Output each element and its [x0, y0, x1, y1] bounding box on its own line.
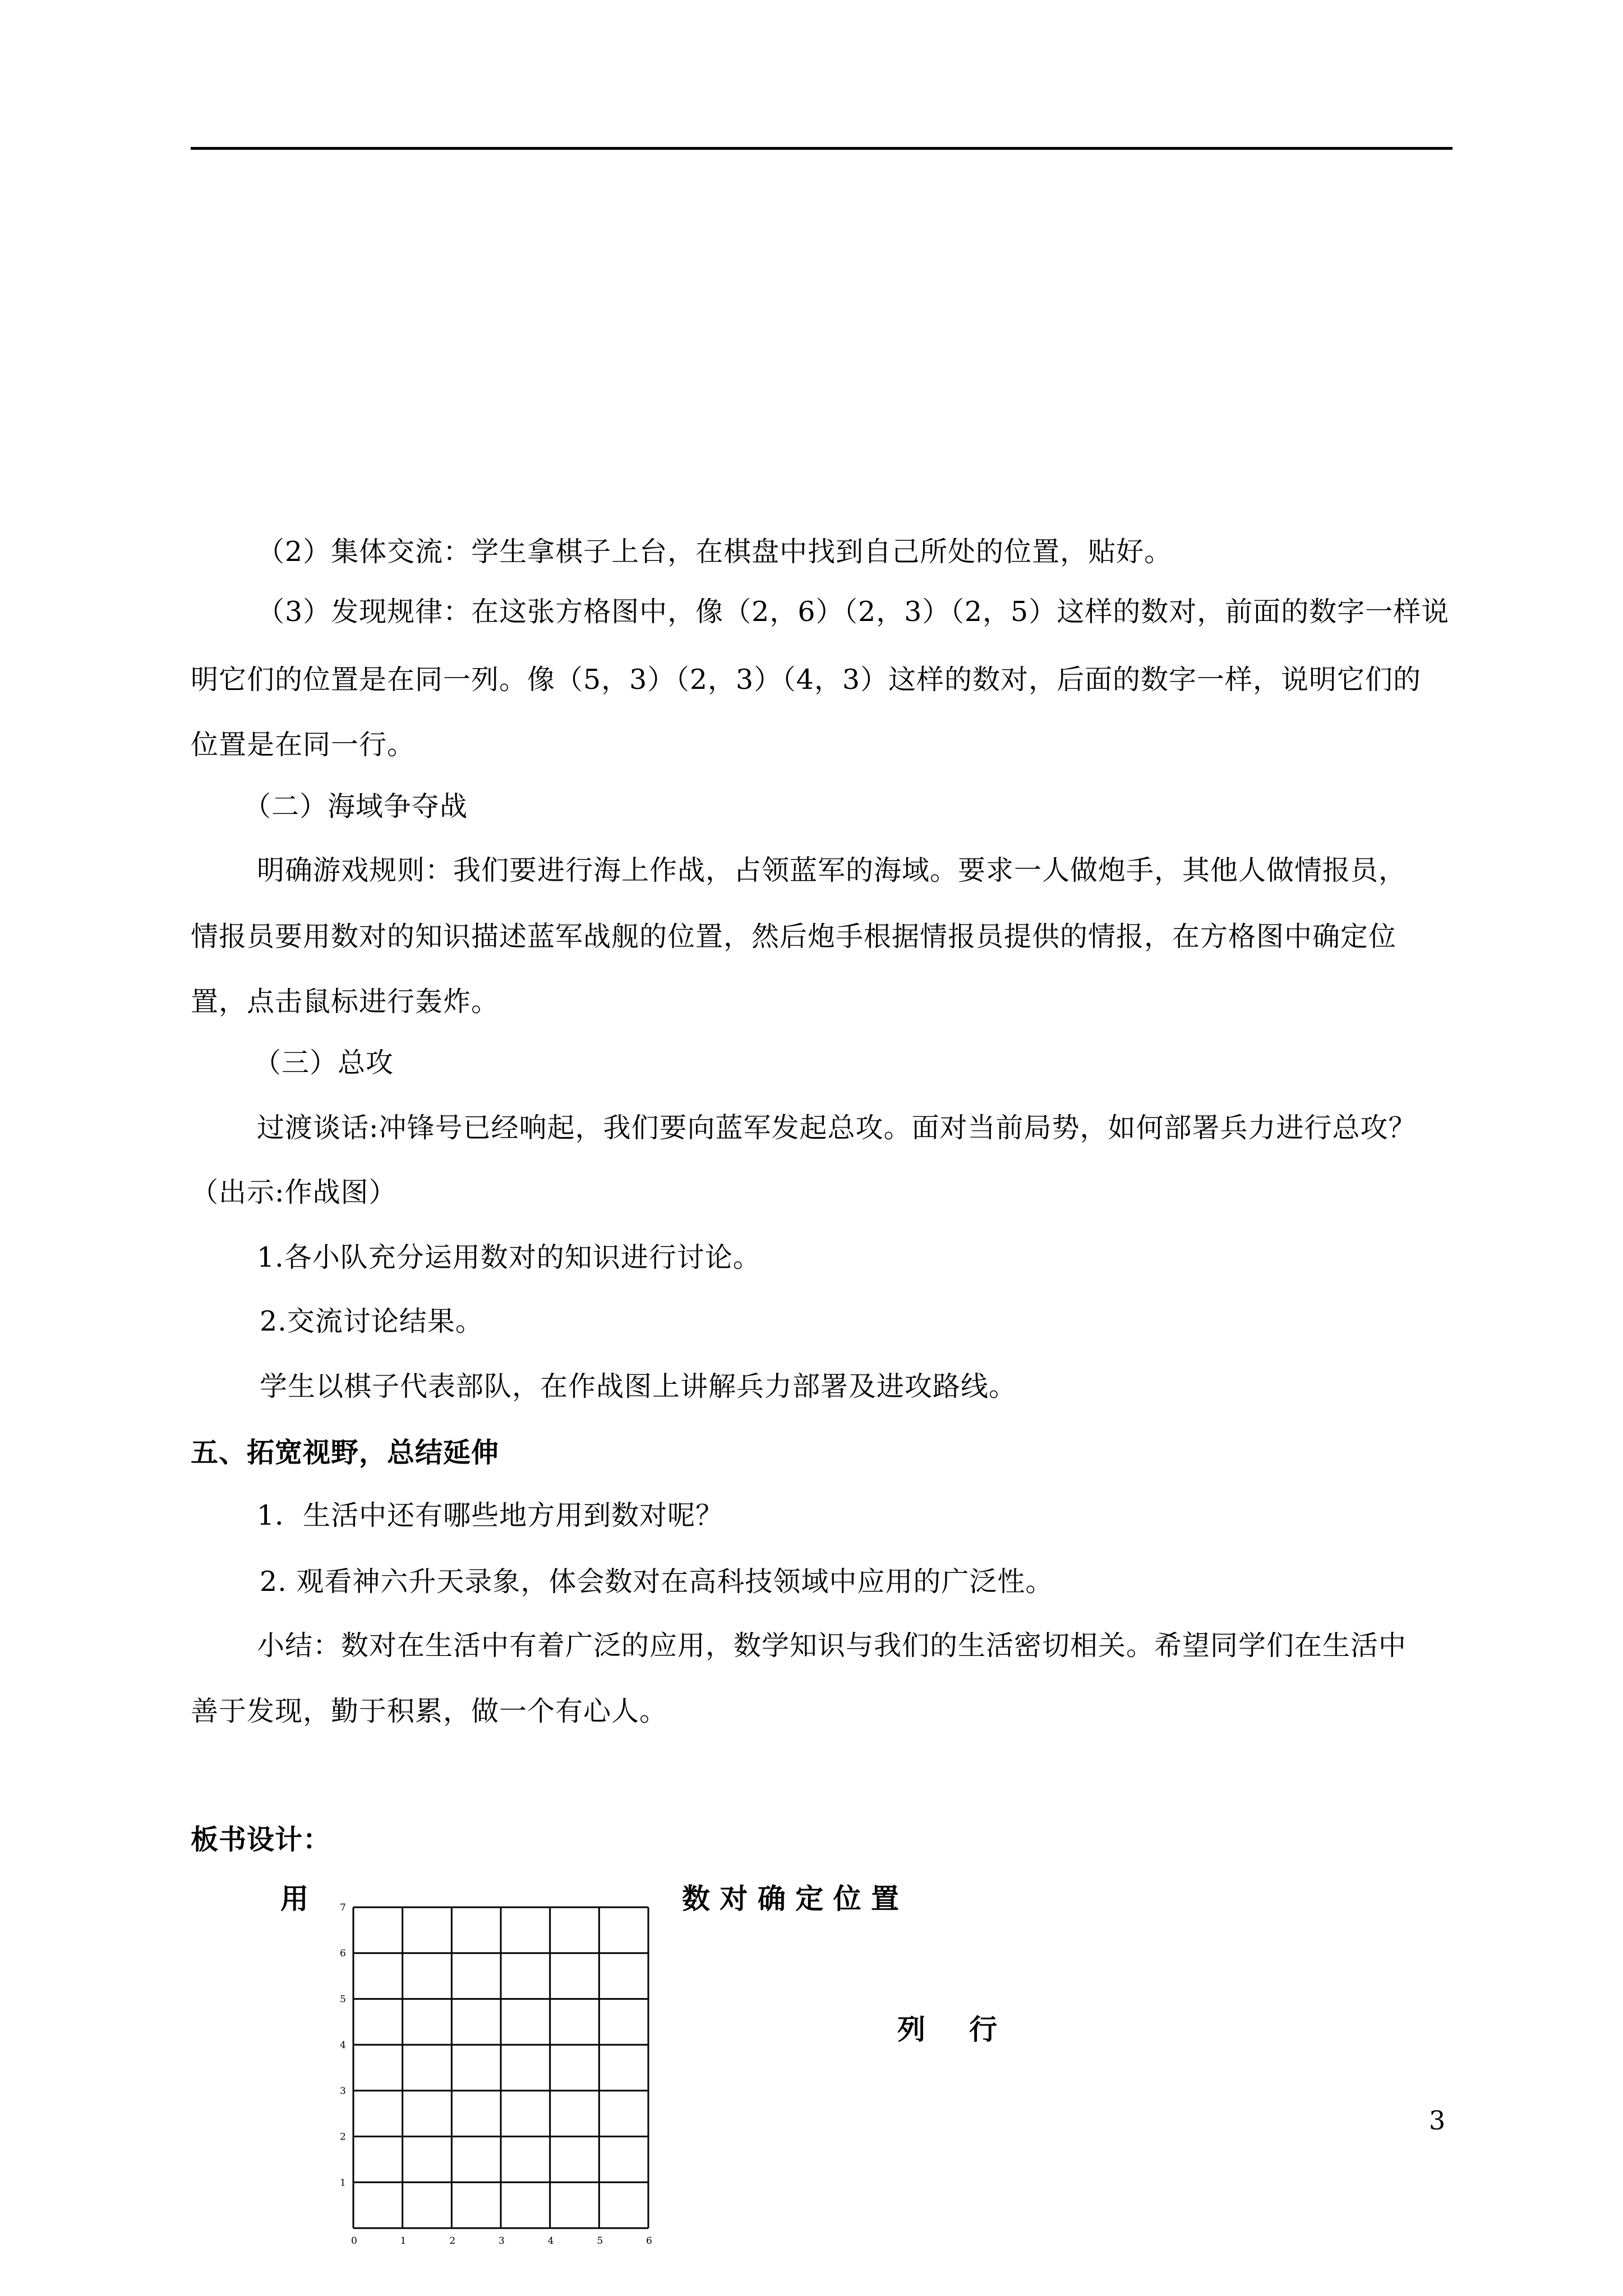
- y-tick-label: 7: [340, 1902, 346, 1913]
- paragraph-find-pattern-line1: （3）发现规律：在这张方格图中，像（2，6）（2，3）（2，5）这样的数对，前面的数字一样说: [257, 596, 1450, 628]
- question-1: 1．生活中还有哪些地方用到数对呢？: [257, 1499, 724, 1531]
- column-label: 列: [897, 2013, 925, 2046]
- summary-line1: 小结：数对在生活中有着广泛的应用，数学知识与我们的生活密切相关。希望同学们在生活中: [257, 1630, 1407, 1662]
- paragraph-transition-talk: 过渡谈话:冲锋号已经响起，我们要向蓝军发起总攻。面对当前局势，如何部署兵力进行总攻？: [257, 1112, 1417, 1144]
- question-2: 2. 观看神六升天录象，体会数对在高科技领域中应用的广泛性。: [260, 1566, 1054, 1598]
- x-tick-label: 5: [597, 2235, 603, 2247]
- paragraph-collective-exchange: （2）集体交流：学生拿棋子上台，在棋盘中找到自己所处的位置，贴好。: [257, 536, 1173, 568]
- subheading-general-attack: （三）总攻: [253, 1047, 394, 1079]
- y-tick-label: 4: [340, 2040, 346, 2051]
- paragraph-game-rules-line2: 情报员要用数对的知识描述蓝军战舰的位置，然后炮手根据情报员提供的情报，在方格图中确定位: [191, 921, 1397, 953]
- list-item-1: 1.各小队充分运用数对的知识进行讨论。: [257, 1241, 761, 1273]
- x-tick-label: 3: [499, 2235, 505, 2247]
- x-tick-label: 4: [547, 2235, 554, 2247]
- board-title-left: 用: [280, 1882, 308, 1915]
- page-number: 3: [1429, 2105, 1446, 2136]
- x-tick-label: 0: [351, 2235, 357, 2247]
- x-tick-label: 2: [449, 2235, 456, 2247]
- x-tick-label: 6: [646, 2235, 652, 2247]
- paragraph-show-battle-map: （出示:作战图）: [191, 1176, 397, 1208]
- header-rule: [191, 147, 1453, 150]
- subheading-sea-battle: （二）海域争夺战: [243, 790, 468, 822]
- paragraph-find-pattern-line2: 明它们的位置是在同一列。像（5，3）（2，3）（4，3）这样的数对，后面的数字一样，说明它们的: [191, 664, 1422, 696]
- coordinate-grid: [336, 1896, 673, 2261]
- board-title-right: 数 对 确 定 位 置: [682, 1882, 900, 1915]
- paragraph-game-rules-line1: 明确游戏规则：我们要进行海上作战，占领蓝军的海域。要求一人做炮手，其他人做情报员，: [257, 854, 1407, 886]
- paragraph-find-pattern-line3: 位置是在同一行。: [191, 729, 416, 761]
- paragraph-game-rules-line3: 置，点击鼠标进行轰炸。: [191, 986, 500, 1018]
- summary-line2: 善于发现，勤于积累，做一个有心人。: [191, 1695, 668, 1727]
- y-tick-label: 3: [340, 2085, 346, 2097]
- x-tick-label: 1: [400, 2235, 407, 2247]
- board-design-heading: 板书设计：: [191, 1823, 331, 1856]
- y-tick-label: 2: [340, 2131, 346, 2143]
- y-tick-label: 6: [340, 1948, 346, 1959]
- section-heading-5: 五、拓宽视野，总结延伸: [191, 1436, 500, 1469]
- paragraph-students-explain: 学生以棋子代表部队，在作战图上讲解兵力部署及进攻路线。: [260, 1370, 1017, 1402]
- y-tick-label: 5: [340, 1994, 346, 2005]
- y-tick-label: 1: [340, 2177, 346, 2189]
- list-item-2: 2.交流讨论结果。: [260, 1305, 483, 1337]
- row-label: 行: [969, 2013, 997, 2046]
